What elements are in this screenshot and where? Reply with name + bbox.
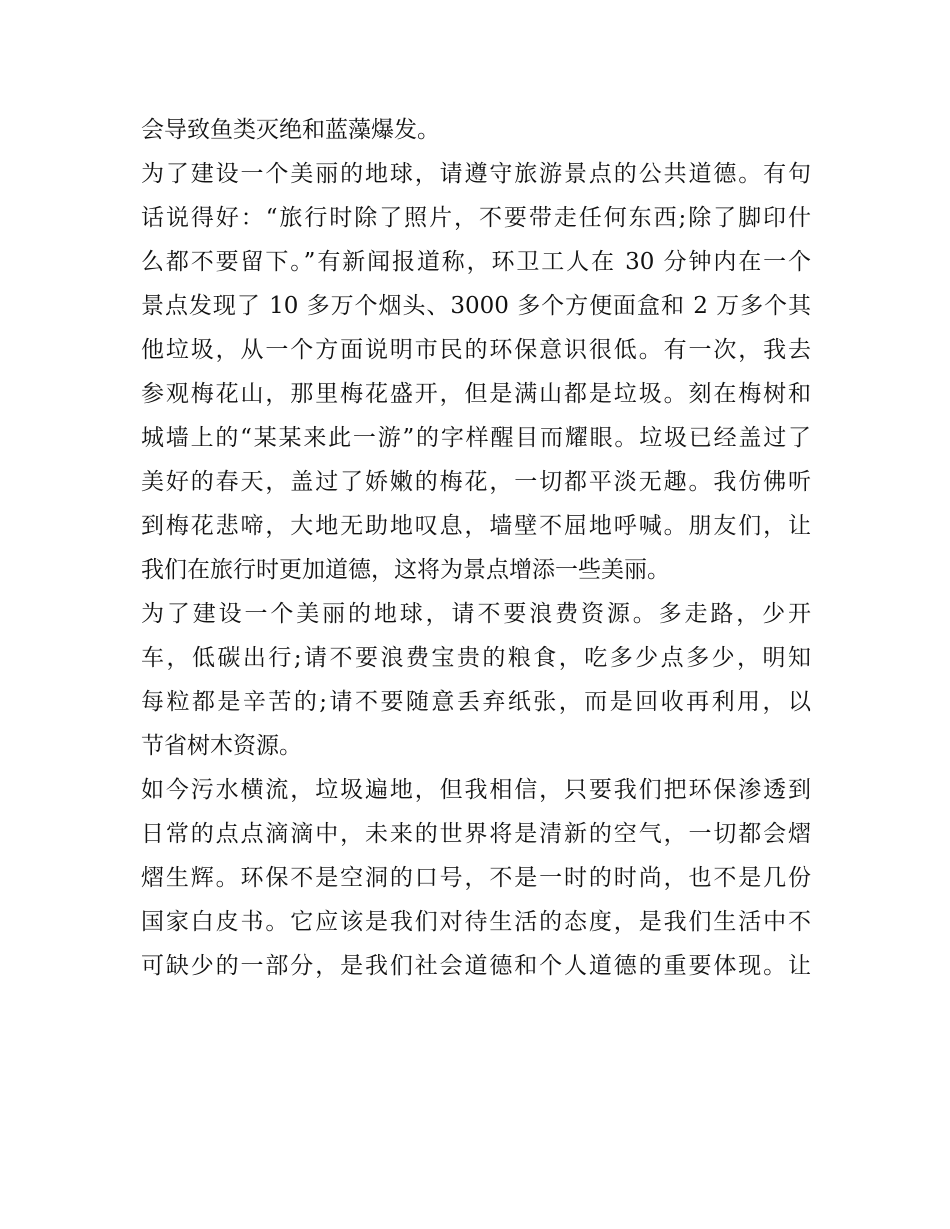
text-line: 美好的春天，盖过了娇嫩的梅花，一切都平淡无趣。我仿佛听: [141, 469, 811, 495]
text-line: 景点发现了 10 多万个烟头、3000 多个方便面盒和 2 万多个其: [141, 293, 811, 319]
paragraph-start-line: 为了建设一个美丽的地球，请不要浪费资源。多走路，少开: [141, 601, 811, 627]
text-line: 节省树木资源。: [141, 733, 302, 759]
text-line: 每粒都是辛苦的;请不要随意丢弃纸张，而是回收再利用，以: [141, 689, 811, 715]
text-line: 车，低碳出行;请不要浪费宝贵的粮食，吃多少点多少，明知: [141, 645, 811, 671]
text-line: 国家白皮书。它应该是我们对待生活的态度，是我们生活中不: [141, 909, 811, 935]
text-line: 会导致鱼类灭绝和蓝藻爆发。: [141, 117, 440, 143]
body-text: [141, 108, 811, 988]
text-line: 我们在旅行时更加道德，这将为景点增添一些美丽。: [141, 557, 670, 583]
text-line: 么都不要留下。”有新闻报道称，环卫工人在 30 分钟内在一个: [141, 249, 811, 275]
text-line: 参观梅花山，那里梅花盛开，但是满山都是垃圾。刻在梅树和: [141, 381, 811, 407]
text-line: 可缺少的一部分，是我们社会道德和个人道德的重要体现。让: [141, 953, 811, 979]
text-line: 城墙上的“某某来此一游”的字样醒目而耀眼。垃圾已经盖过了: [141, 425, 811, 451]
text-line: 话说得好：“旅行时除了照片，不要带走任何东西;除了脚印什: [141, 205, 811, 231]
text-line: 他垃圾，从一个方面说明市民的环保意识很低。有一次，我去: [141, 337, 811, 363]
paragraph-start-line: 为了建设一个美丽的地球，请遵守旅游景点的公共道德。有句: [141, 161, 811, 187]
text-line: 熠生辉。环保不是空洞的口号，不是一时的时尚，也不是几份: [141, 865, 811, 891]
text-line: 到梅花悲啼，大地无助地叹息，墙壁不屈地呼喊。朋友们，让: [141, 513, 811, 539]
text-line: 日常的点点滴滴中，未来的世界将是清新的空气，一切都会熠: [141, 821, 811, 847]
paragraph-start-line: 如今污水横流，垃圾遍地，但我相信，只要我们把环保渗透到: [141, 777, 811, 803]
